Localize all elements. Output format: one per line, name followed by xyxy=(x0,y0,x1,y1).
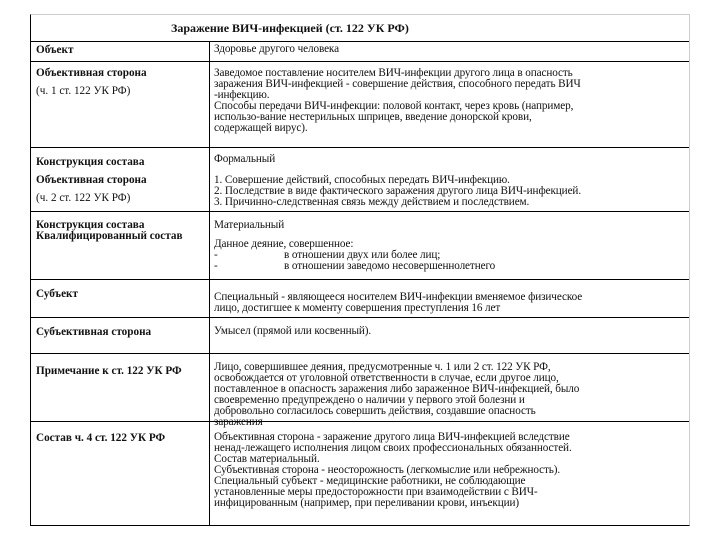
row-value: Специальный - являющееся носителем ВИЧ-инфекции вменяемое физическое лицо, достигшее к моменту совершения преступления 16 лет xyxy=(214,291,583,314)
row-label: Субъект xyxy=(36,288,78,300)
crime-table xyxy=(30,14,690,526)
row-label: Объективная сторона (ч. 1 ст. 122 УК РФ) xyxy=(36,67,147,97)
row-label: Примечание к ст. 122 УК РФ xyxy=(36,365,182,377)
table-title: Заражение ВИЧ-инфекцией (ст. 122 УК РФ) xyxy=(171,21,409,35)
table-row xyxy=(31,279,689,318)
row-label: Конструкция состава Объективная сторона (ч. 2 ст. 122 УК РФ) xyxy=(36,156,147,204)
row-value: Объективная сторона - заражение другого лица ВИЧ-инфекцией вследствие ненад-лежащего исполнения лицом своих профессиональных обязанностей. Состав материальный. Субъективная сторона - неосторожность (легкомыслие или небрежность). Специальный субъект - медицинские работники, не соблюдающие установленные меры предосторожности при взаимодействии с ВИЧ- инфицированным (например, при переливании крови, инъекции) xyxy=(214,431,572,509)
table-row xyxy=(31,147,689,212)
table-row xyxy=(31,211,689,280)
row-label: Конструкция состава Квалифицированный состав xyxy=(36,219,183,242)
row-value: Здоровье другого человека xyxy=(214,43,339,55)
table-row xyxy=(31,353,689,428)
row-value: Умысел (прямой или косвенный). xyxy=(214,325,372,337)
row-value: Материальный Данное деяние, совершенное: - в отношении двух или более лиц; - в отношении заведомо несовершеннолетнего xyxy=(214,219,496,272)
table-row xyxy=(31,41,689,62)
table-row xyxy=(31,421,689,525)
row-value: Формальный 1. Совершение действий, способных передать ВИЧ-инфекцию. 2. Последствие в виде фактического заражения другого лица ВИЧ-инфекцией. 3. Причинно-следственная связь между действием и последствием. xyxy=(214,153,582,208)
row-value: Заведомое поставление носителем ВИЧ-инфекции другого лица в опасность заражения ВИЧ-инфекцией - совершение действия, способного передать ВИЧ -инфекцию. Способы передачи ВИЧ-инфекции: половой контакт, через кровь (например, использо-вание нестерильных шприцев, введение донорской крови, содержащей вирус). xyxy=(214,67,581,134)
row-label: Субъективная сторона xyxy=(36,326,152,338)
table-row xyxy=(31,61,689,148)
row-value: Лицо, совершившее деяния, предусмотренные ч. 1 или 2 ст. 122 УК РФ, освобождается от уголовной ответственности в случае, если другое лицо, поставленное в опасность заражения либо зараженное ВИЧ-инфекцией, было своевременно предупреждено о наличии у первого этой болезни и добровольно согласилось совершить действия, создавшие опасность заражения xyxy=(214,361,580,428)
table-row xyxy=(31,317,689,354)
row-label: Состав ч. 4 ст. 122 УК РФ xyxy=(36,432,166,444)
row-label: Объект xyxy=(36,44,74,56)
